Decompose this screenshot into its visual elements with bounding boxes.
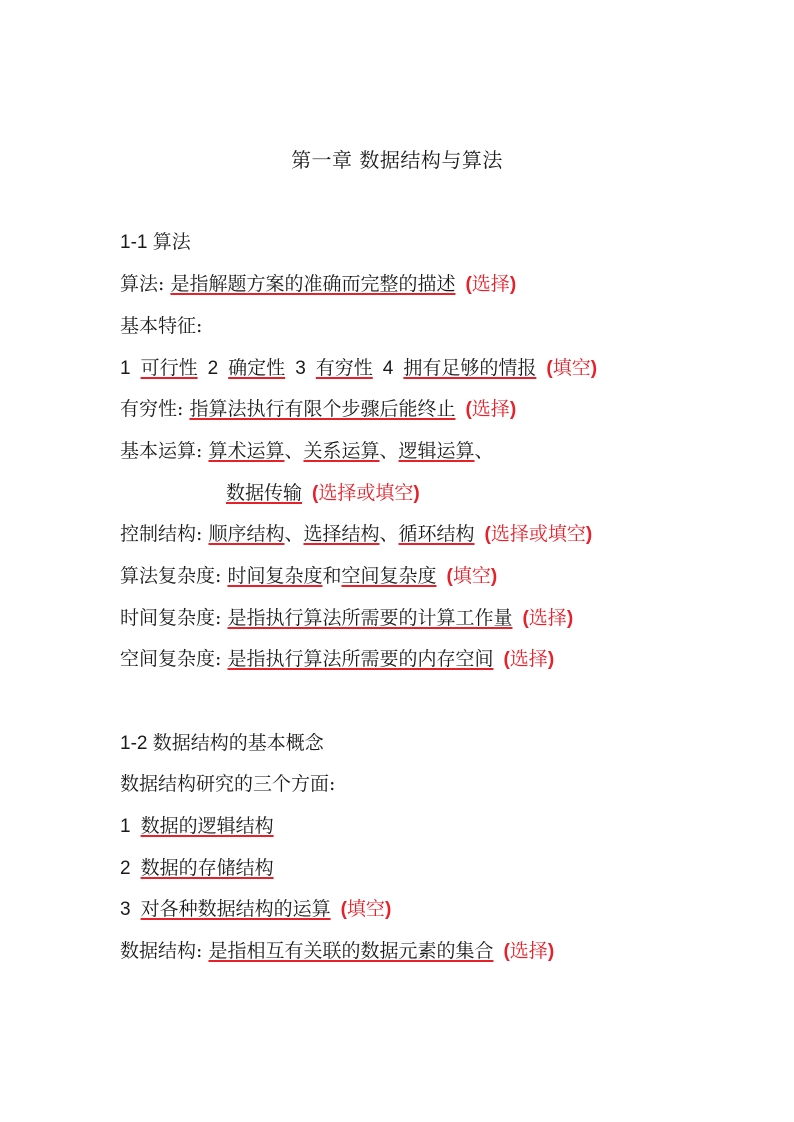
question-type-tag: (选择) bbox=[503, 940, 555, 962]
finite-definition: 指算法执行有限个步骤后能终止 bbox=[189, 398, 456, 420]
complexity-line: 算法复杂度: 时间复杂度和空间复杂度 (填空) bbox=[120, 565, 498, 587]
chapter-title: 第一章 数据结构与算法 bbox=[291, 148, 503, 172]
question-type-tag: (选择) bbox=[465, 398, 517, 420]
feature-item: 拥有足够的情报 bbox=[403, 357, 537, 379]
section-heading-1-1: 1-1 算法 bbox=[120, 232, 191, 253]
data-structure-definition-line: 数据结构: 是指相互有关联的数据元素的集合 (选择) bbox=[120, 940, 555, 962]
basic-ops-line: 基本运算: 算术运算、关系运算、逻辑运算、 bbox=[120, 440, 494, 462]
feature-item: 有穷性 bbox=[315, 357, 373, 379]
algo-definition: 是指解题方案的准确而完整的描述 bbox=[170, 273, 456, 295]
basic-ops-line-2 bbox=[226, 480, 420, 507]
question-type-tag: (选择或填空) bbox=[312, 482, 420, 504]
section-heading-1-2: 1-2 数据结构的基本概念 bbox=[120, 733, 324, 754]
ctrl-item: 顺序结构 bbox=[208, 523, 285, 545]
op-item: 逻辑运算 bbox=[398, 440, 475, 462]
question-type-tag: (选择) bbox=[522, 607, 574, 629]
op-item: 算术运算 bbox=[208, 440, 285, 462]
aspect-item-1: 1 数据的逻辑结构 bbox=[120, 815, 274, 837]
ctrl-item: 循环结构 bbox=[398, 523, 475, 545]
aspects-label: 数据结构研究的三个方面: bbox=[120, 773, 336, 795]
time-complexity-line: 时间复杂度: 是指执行算法所需要的计算工作量 (选择) bbox=[120, 607, 574, 629]
question-type-tag: (填空) bbox=[340, 898, 392, 920]
op-item: 关系运算 bbox=[303, 440, 380, 462]
aspect-item-2: 2 数据的存储结构 bbox=[120, 857, 274, 879]
question-type-tag: (填空) bbox=[546, 357, 598, 379]
question-type-tag: (选择) bbox=[465, 273, 517, 295]
question-type-tag: (选择) bbox=[503, 648, 555, 670]
question-type-tag: (选择或填空) bbox=[484, 523, 593, 545]
feature-item: 可行性 bbox=[140, 357, 198, 379]
control-structure-line: 控制结构: 顺序结构、选择结构、循环结构 (选择或填空) bbox=[120, 523, 593, 545]
space-complexity-line: 空间复杂度: 是指执行算法所需要的内存空间 (选择) bbox=[120, 648, 555, 670]
feature-item: 确定性 bbox=[228, 357, 286, 379]
features-label: 基本特征: bbox=[120, 315, 203, 337]
aspect-item-3: 3 对各种数据结构的运算 (填空) bbox=[120, 898, 392, 920]
finite-line: 有穷性: 指算法执行有限个步骤后能终止 (选择) bbox=[120, 398, 517, 420]
op-item: 数据传输 bbox=[226, 482, 303, 504]
ctrl-item: 选择结构 bbox=[303, 523, 380, 545]
question-type-tag: (填空) bbox=[446, 565, 498, 587]
algo-definition-line: 算法: 是指解题方案的准确而完整的描述 (选择) bbox=[120, 273, 517, 295]
features-line: 1 可行性 2 确定性 3 有穷性 4 拥有足够的情报 (填空) bbox=[120, 357, 598, 379]
